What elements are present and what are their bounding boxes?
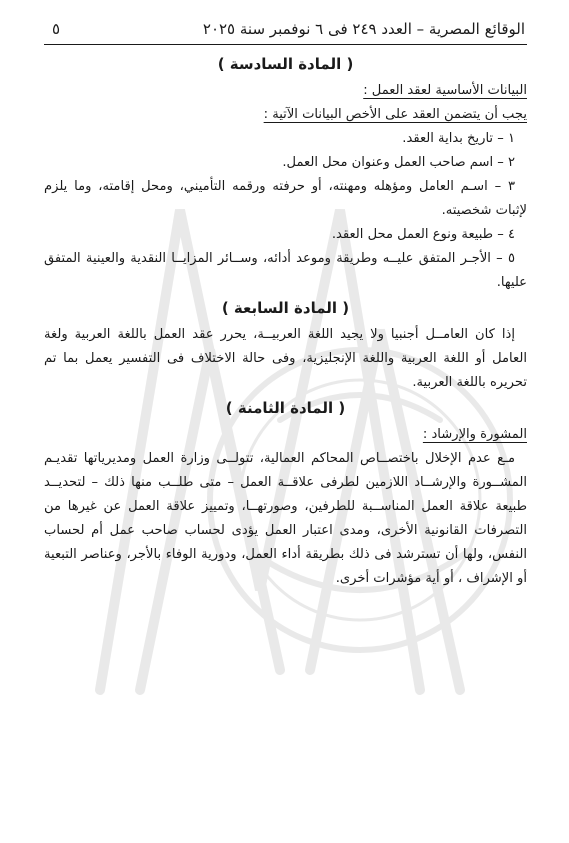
article-8-heading: المشورة والإرشاد : [422,427,527,442]
article-6-item-3: ٣ – اسـم العامل ومؤهله ومهنته، أو حرفته ورقمه التأميني، ومحل إقامته، وما يلزم لإثبات شخصيته. [44,179,527,218]
article-8-text: مـع عدم الإخلال باختصــاص المحاكم العمالية، تتولــى وزارة العمل ومديرياتها تقديـم المشــورة والإرشــاد اللازمين لطرفى علاقــة العمل – متى طلــب منها ذلك – لتحديــد طبيعة علاقة العمل المناســبة للطرفين، وصورتهــا، وتمييز علاقة العمل عن غيرها من التصرفات القانونية الأخرى، ومدى اعتبار العمل يؤدى لحساب صاحب عمل أم لحساب النفس، ولها أن تسترشد فى ذلك بطريقة أداء العمل، ودورية الوفاء بالأجر، وعناصر التبعية أو الإشراف ، أو أية مؤشرات أخرى. [44,451,527,586]
article-6-title: ( المادة السادسة ) [217,55,354,73]
article-6-heading: البيانات الأساسية لعقد العمل : [363,83,527,98]
article-6-intro: يجب أن يتضمن العقد على الأخص البيانات الآتية : [263,107,527,122]
header-divider [44,44,527,45]
article-8-title: ( المادة الثامنة ) [225,399,346,417]
article-7-title: ( المادة السابعة ) [221,299,350,317]
page-number: ٥ [52,20,61,38]
header-title: الوقائع المصرية – العدد ٢٤٩ فى ٦ نوفمبر سنة ٢٠٢٥ [202,20,525,38]
page-header [44,20,527,44]
article-6-item-1: ١ – تاريخ بداية العقد. [402,131,515,146]
article-6-item-2: ٢ – اسم صاحب العمل وعنوان محل العمل. [282,155,515,170]
article-7-text: إذا كان العامــل أجنبيا ولا يجيد اللغة العربيــة، يحرر عقد العمل باللغة العربية ولغة العامل أو اللغة العربية واللغة الإنجليزية، وفى حالة الاختلاف فى التفسير يعمل بما تم تحريره باللغة العربية. [44,327,527,390]
article-6-item-4: ٤ – طبيعة ونوع العمل محل العقد. [331,227,515,242]
article-6-item-5: ٥ – الأجـر المتفق عليــه وطريقة وموعد أدائه، وســائر المزايــا النقدية والعينية المتفق عليها. [44,251,527,290]
